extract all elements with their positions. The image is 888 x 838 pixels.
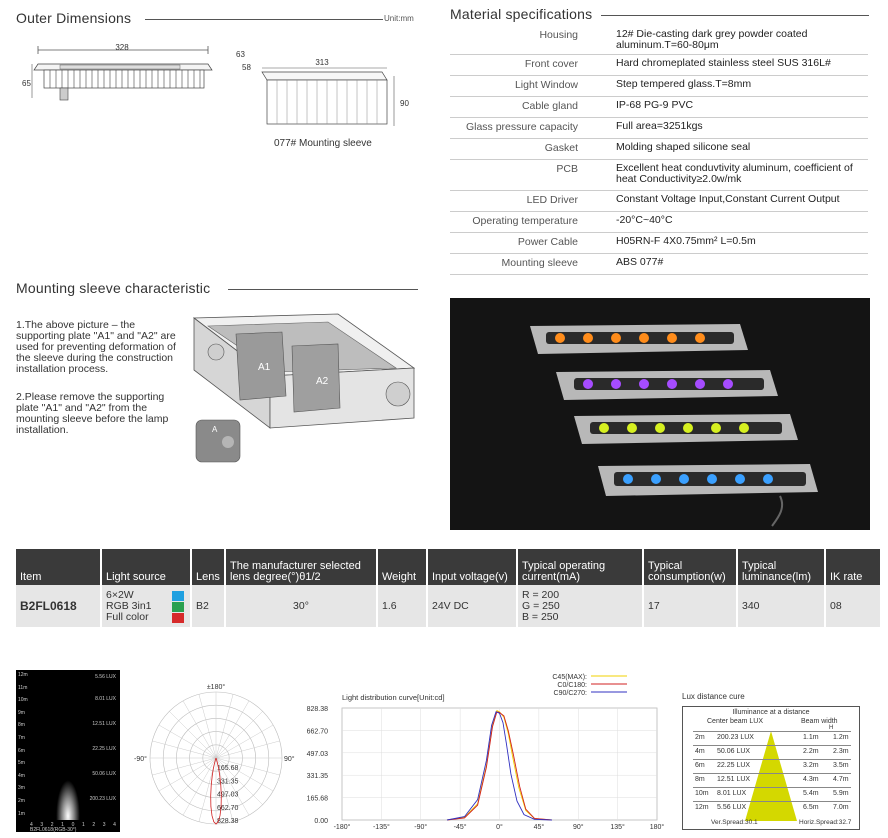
- lux-xaxis-tick: 1: [81, 822, 85, 828]
- spec-value: Constant Voltage Input,Constant Current Output: [616, 193, 840, 205]
- x-tick-label: 45°: [533, 824, 545, 831]
- lux-cell-d: 4m: [695, 748, 705, 755]
- polar-left-label: -90°: [134, 756, 147, 763]
- y-tick-label: 662.70: [306, 728, 328, 736]
- lux-cell-lux: 200.23 LUX: [717, 734, 754, 741]
- dim-313: 313: [315, 58, 329, 67]
- spec-key: Front cover: [524, 58, 578, 70]
- lamp-orange: [530, 324, 748, 354]
- light-source-line: RGB 3in1: [106, 599, 152, 612]
- lamp-side-drawing: [20, 40, 220, 110]
- lux-cell-d: 12m: [695, 804, 709, 811]
- th-lens: Lens: [191, 549, 225, 585]
- light-distribution-chart: [290, 668, 680, 838]
- th-light-source: Light source: [101, 549, 191, 585]
- light-source-line: 6×2W: [106, 588, 134, 601]
- polar-value: 662.70: [217, 804, 239, 812]
- chart-title: Light distribution curve[Unit:cd]: [342, 693, 445, 702]
- lux-distance-label: 10m: [18, 697, 28, 704]
- mounting-sleeve-illustration: [188, 312, 418, 472]
- lux-cell-w: 3.2m: [803, 762, 819, 769]
- polar-spoke: [216, 701, 249, 758]
- polar-diagram: [120, 680, 310, 838]
- spec-row: [450, 76, 868, 97]
- lux-distance-label: 7m: [18, 735, 25, 741]
- lux-curve-box: [682, 706, 860, 830]
- spec-value: Hard chromeplated stainless steel SUS 316L#: [616, 57, 831, 69]
- th-current: Typical operating current(mA): [517, 549, 643, 585]
- dim-65: 65: [22, 79, 31, 88]
- spec-value: 12# Die-casting dark grey powder coated aluminum.T=60-80μm: [616, 28, 808, 51]
- polar-spoke: [152, 741, 216, 758]
- mounting-para-2: 2.Please remove the supporting plate "A1" and "A2" from the mounting sleeve before the lamp installation.: [16, 391, 169, 436]
- lux-cell-lux: 22.25 LUX: [717, 762, 751, 769]
- polar-value: 331.35: [217, 778, 239, 786]
- lux-row: [693, 787, 851, 801]
- current-line: R = 200: [522, 588, 560, 601]
- spec-row: [450, 212, 868, 233]
- outer-dimensions-title: Outer Dimensions: [16, 10, 132, 26]
- lux-value-label: 5.56 LUX: [95, 674, 116, 680]
- th-voltage: Input voltage(v): [427, 549, 517, 585]
- spec-key: Cable gland: [521, 100, 578, 112]
- spec-row: [450, 191, 868, 212]
- cell-weight: 1.6: [377, 585, 427, 627]
- polar-spoke: [216, 694, 233, 758]
- lux-caption: B2FL0618(RGB-30°): [30, 827, 77, 833]
- lux-xaxis-tick: 3: [40, 822, 44, 828]
- polar-spoke: [169, 711, 216, 758]
- spec-row: [450, 118, 868, 139]
- section-rule: [601, 15, 869, 16]
- swatch-red: [172, 613, 184, 623]
- spec-key: Gasket: [544, 142, 578, 154]
- lux-xaxis-tick: 2: [92, 822, 96, 828]
- lux-xaxis-tick: 1: [61, 822, 64, 828]
- cell-ik: 08: [825, 585, 881, 627]
- polar-value: 828.38: [217, 818, 239, 825]
- spec-key: Light Window: [514, 79, 578, 91]
- x-tick-label: 0°: [496, 824, 503, 831]
- cell-current: [517, 585, 643, 627]
- lux-cell-h: 3.5m: [833, 762, 849, 769]
- spec-value: Step tempered glass.T=8mm: [616, 78, 752, 90]
- lux-cell-h: 2.3m: [833, 748, 849, 755]
- polar-spoke: [216, 758, 273, 791]
- beam-glow: [56, 780, 80, 820]
- section-rule: [228, 289, 418, 290]
- swatch-blue: [172, 591, 184, 601]
- lux-cell-w: 2.2m: [803, 748, 819, 755]
- product-photo: [450, 298, 870, 530]
- spec-value: -20°C~40°C: [616, 214, 673, 226]
- table-row: [16, 585, 881, 627]
- x-tick-label: -45°: [453, 824, 467, 831]
- spec-row: [450, 26, 868, 55]
- spec-key: Glass pressure capacity: [465, 121, 578, 133]
- cell-voltage: 24V DC: [427, 585, 517, 627]
- lux-col2: Beam width: [801, 718, 838, 725]
- spec-value: Excellent heat conduvtivity aluminum, coefficient of heat Conductivity≥2.0w/mk: [616, 162, 853, 185]
- sleeve-drawing: [232, 46, 412, 136]
- lux-footer-right: Horiz.Spread:32.7: [799, 819, 852, 826]
- x-tick-label: -90°: [414, 824, 428, 831]
- lux-cell-lux: 8.01 LUX: [717, 790, 747, 797]
- polar-spoke: [216, 711, 263, 758]
- spec-row: [450, 55, 868, 76]
- x-tick-label: 135°: [610, 824, 625, 831]
- mounting-title: Mounting sleeve characteristic: [16, 280, 211, 296]
- lux-distance-label: 9m: [18, 709, 25, 716]
- lux-distance-label: 11m: [18, 684, 28, 691]
- unit-label: Unit:mm: [384, 14, 414, 23]
- lux-cell-w: 5.4m: [803, 790, 819, 797]
- label-a1: A1: [258, 362, 271, 373]
- material-title: Material specifications: [450, 6, 593, 22]
- x-tick-label: 90°: [572, 824, 584, 831]
- y-tick-label: 165.68: [306, 795, 328, 803]
- spec-key: Mounting sleeve: [501, 257, 578, 269]
- polar-right-label: 90°: [284, 756, 295, 763]
- lux-distance-label: 12m: [18, 672, 28, 678]
- label-a: A: [212, 425, 218, 434]
- legend-label: C90/C270:: [553, 690, 587, 697]
- light-source-line: Full color: [106, 610, 149, 623]
- spec-value: H05RN-F 4X0.75mm² L=0.5m: [616, 235, 756, 247]
- lux-row: [693, 759, 851, 773]
- th-ik: IK rate: [825, 549, 881, 585]
- polar-value: 497.03: [217, 791, 239, 799]
- spec-value: Full area=3251kgs: [616, 120, 703, 132]
- mounting-para-1: 1.The above picture – the supporting plate "A1" and "A2" are used for preventing deformation of the sleeve during the construction installation process.: [16, 319, 176, 375]
- lux-value-label: 12.51 LUX: [92, 721, 116, 727]
- lux-cell-d: 8m: [695, 776, 705, 783]
- x-tick-label: -180°: [333, 824, 351, 831]
- spec-key: LED Driver: [526, 194, 578, 206]
- cell-luminance: 340: [737, 585, 825, 627]
- lamp-purple: [556, 370, 778, 400]
- dim-63: 63: [236, 50, 245, 59]
- lux-beam-image: [16, 670, 120, 832]
- lamp-yellow-green: [574, 414, 798, 444]
- lux-footer-left: Ver.Spread:30.1: [711, 819, 758, 826]
- lux-distance-label: 1m: [18, 810, 25, 817]
- lux-row: [693, 801, 851, 815]
- lux-cell-h: 4.7m: [833, 776, 849, 783]
- spec-row: [450, 97, 868, 118]
- polar-spoke: [152, 758, 216, 775]
- cell-item: B2FL0618: [16, 585, 101, 627]
- lux-value-label: 22.25 LUX: [92, 746, 116, 752]
- lux-cell-w: 4.3m: [803, 776, 819, 783]
- lux-curve-title: Lux distance cure: [682, 692, 745, 701]
- x-tick-label: -135°: [372, 824, 390, 831]
- lux-cell-d: 2m: [695, 734, 705, 741]
- polar-spoke: [183, 701, 216, 758]
- th-luminance: Typical luminance(lm): [737, 549, 825, 585]
- lux-cell-w: 1.1m: [803, 734, 819, 741]
- lux-xaxis-tick: 2: [50, 822, 54, 828]
- lux-cell-h: 5.9m: [833, 790, 849, 797]
- section-rule: [145, 19, 383, 20]
- spec-row: [450, 254, 868, 275]
- lux-distance-label: 2m: [18, 798, 25, 804]
- polar-top-label: ±180°: [206, 684, 226, 691]
- lux-distance-label: 4m: [18, 772, 25, 779]
- spec-row: [450, 160, 868, 191]
- lux-distance-label: 5m: [18, 760, 25, 767]
- x-tick-label: 180°: [649, 824, 665, 831]
- lux-xaxis-tick: 4: [113, 822, 116, 828]
- sleeve-caption: 077# Mounting sleeve: [274, 138, 372, 149]
- lux-cell-lux: 12.51 LUX: [717, 776, 751, 783]
- lux-distance-label: 8m: [18, 722, 25, 729]
- th-weight: Weight: [377, 549, 427, 585]
- lux-cell-h: 7.0m: [833, 804, 849, 811]
- lux-cell-w: 6.5m: [803, 804, 819, 811]
- lux-distance-label: 3m: [18, 785, 25, 792]
- lux-curve-subtitle: Illuminance at a distance: [732, 709, 810, 716]
- polar-spoke: [216, 741, 280, 758]
- lux-xaxis-tick: 0: [71, 822, 75, 828]
- lux-cell-d: 10m: [695, 790, 709, 797]
- lux-cell-h: 1.2m: [833, 734, 849, 741]
- polar-spoke: [199, 694, 216, 758]
- lux-cell-lux: 5.56 LUX: [717, 804, 747, 811]
- spec-key: Housing: [539, 29, 578, 41]
- swatch-green: [172, 602, 184, 612]
- legend-label: C45(MAX):: [552, 674, 587, 681]
- lux-value-label: 8.01 LUX: [95, 696, 116, 702]
- spec-row: [450, 233, 868, 254]
- lux-row: [693, 773, 851, 787]
- current-line: G = 250: [522, 599, 560, 612]
- dim-90: 90: [400, 99, 409, 108]
- polar-spoke: [169, 758, 216, 805]
- current-line: B = 250: [522, 610, 559, 623]
- polar-spoke: [159, 758, 216, 791]
- lux-xaxis-tick: 4: [30, 822, 33, 828]
- lux-cell-d: 6m: [695, 762, 705, 769]
- th-consumption: Typical consumption(w): [643, 549, 737, 585]
- th-item: Item: [16, 549, 101, 585]
- lux-col1: Center beam LUX: [707, 718, 764, 725]
- lux-row: [693, 731, 851, 745]
- spec-key: PCB: [556, 163, 578, 175]
- cell-degree: 30°: [225, 585, 377, 627]
- dim-328: 328: [115, 43, 129, 52]
- polar-value: 165.68: [217, 765, 239, 773]
- cell-light-source: [101, 585, 191, 627]
- lux-value-label: 50.06 LUX: [92, 771, 116, 777]
- cell-consumption: 17: [643, 585, 737, 627]
- polar-spoke: [159, 725, 216, 758]
- legend-label: C0/C180:: [557, 682, 587, 689]
- lux-distance-label: 6m: [18, 747, 25, 754]
- lux-value-label: 200.23 LUX: [89, 796, 116, 802]
- spec-key: Operating temperature: [472, 215, 578, 227]
- lux-col2b: H: [829, 725, 834, 731]
- cell-lens: B2: [191, 585, 225, 627]
- spec-value: IP-68 PG-9 PVC: [616, 99, 694, 111]
- lux-xaxis-tick: 3: [102, 822, 106, 828]
- spec-key: Power Cable: [517, 236, 578, 248]
- lux-row: [693, 745, 851, 759]
- dim-58: 58: [242, 63, 251, 72]
- product-table: [16, 549, 882, 627]
- th-lens-degree: The manufacturer selected lens degree(°)θ1/2: [225, 549, 377, 585]
- y-tick-label: 497.03: [306, 750, 328, 758]
- y-tick-label: 331.35: [306, 773, 328, 781]
- polar-spoke: [216, 725, 273, 758]
- label-a2: A2: [316, 376, 329, 387]
- y-tick-label: 0.00: [314, 818, 328, 825]
- lux-cell-lux: 50.06 LUX: [717, 748, 751, 755]
- spec-value: ABS 077#: [616, 256, 664, 268]
- spec-value: Molding shaped silicone seal: [616, 141, 751, 153]
- spec-row: [450, 139, 868, 160]
- y-tick-label: 828.38: [306, 706, 328, 713]
